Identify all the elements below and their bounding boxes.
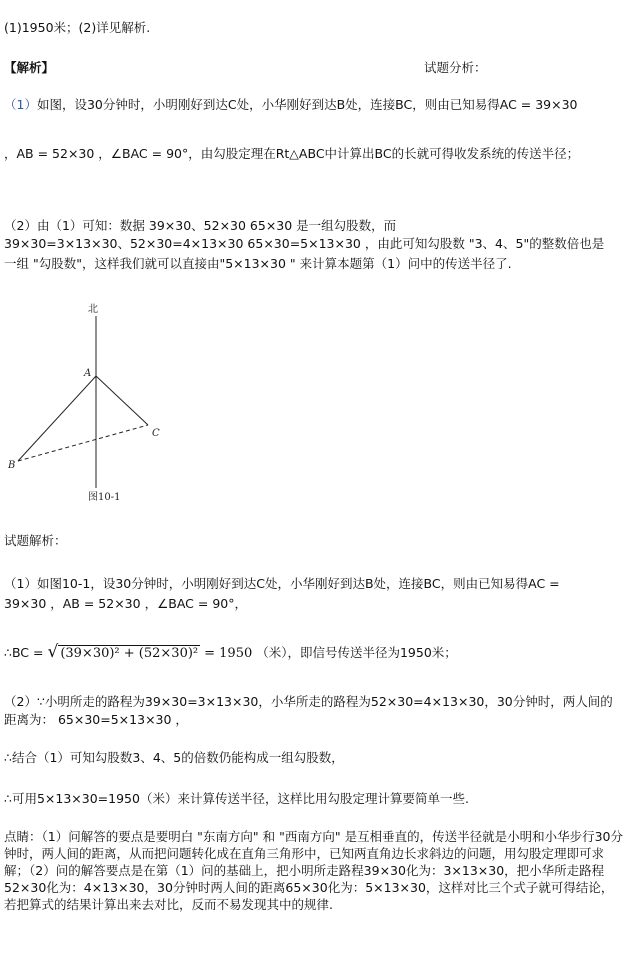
solution-s4: ∴可用5×13×30=1950（米）来计算传送半径，这样比用勾股定理计算要简单一些. xyxy=(4,791,469,806)
analysis-p1-text-a: 如图，设30分钟时，小明刚好到达C处，小华刚好到达B处，连接BC，则由已知易得AC = 39×30 xyxy=(36,97,578,112)
solution-s1-line2: 39×30 ，AB = 52×30 ，∠BAC = 90°， xyxy=(4,596,247,611)
analysis-p2-line3: 一组 "勾股数"，这样我们就可以直接由"5×13×30 " 来计算本题第（1）问中的传送半径了. xyxy=(4,256,512,271)
comment-paragraph: 点睛：（1）问解答的要点是要明白 "东南方向" 和 "西南方向" 是互相垂直的，传送半径就是小明和小华步行30分钟时，两人间的距离，从而把问题转化成在直角三角形中，已知两直角边长求斜边的问题，用勾股定理即可求解；（2）问的解答要点是在第（1）问的基础上，把小明所走路程39×30化为：3×13×30，把小华所走路程52×30化为：4×13×30，30分钟时两人间的距离65×30化为：5×13×30，这样对比三个式子就可得结论，若把算式的结果计算出来去对比，反而不易发现其中的规律. xyxy=(4,829,624,912)
analysis-p2-line1: （2）由（1）可知：数据 39×30、52×30 65×30 是一组勾股数，而 xyxy=(4,218,397,233)
solution-s1-line1: （1）如图10-1，设30分钟时，小明刚好到达C处，小华刚好到达B处，连接BC，则由已知易得AC = xyxy=(4,576,560,591)
analysis-heading: 【解析】 xyxy=(4,60,55,75)
analysis-right-label: 试题分析： xyxy=(424,60,487,75)
answer-line: (1)1950米；(2)详见解析. xyxy=(4,20,151,35)
sqrt-sign: √ xyxy=(47,642,59,662)
analysis-p1-line1 xyxy=(4,97,626,113)
solution-s2-line2: 距离为： 65×30=5×13×30 ， xyxy=(4,712,188,727)
point-b-label: B xyxy=(8,460,16,471)
point-a-label: A xyxy=(84,368,92,379)
solution-s3: ∴结合（1）可知勾股数3、4、5的倍数仍能构成一组勾股数， xyxy=(4,750,344,765)
sqrt-radicand: (39×30)² + (52×30)² xyxy=(60,646,199,661)
analysis-p2-line2: 39×30=3×13×30、52×30=4×13×30 65×30=5×13×30 ，由此可知勾股数 "3、4、5"的整数倍也是 xyxy=(4,236,605,251)
figure-caption: 图10-1 xyxy=(88,492,121,503)
solution-bc-formula xyxy=(4,644,626,666)
analysis-heading-row xyxy=(4,60,626,76)
north-label: 北 xyxy=(88,304,98,315)
point-c-label: C xyxy=(152,428,160,439)
formula-result: = 1950 xyxy=(204,646,253,661)
figure-10-1 xyxy=(0,296,200,506)
solution-s2-line1: （2）∵小明所走的路程为39×30=3×13×30，小华所走的路程为52×30=4×13×30，30分钟时，两人间的 xyxy=(4,694,613,709)
formula-suffix: （米），即信号传送半径为1950米； xyxy=(256,645,457,660)
segment-ac xyxy=(96,376,148,425)
formula-prefix: ∴BC = xyxy=(4,645,44,660)
analysis-p1-line2: ，AB = 52×30 ，∠BAC = 90°，由勾股定理在Rt△ABC中计算出BC的长就可得收发系统的传送半径； xyxy=(4,146,580,161)
segment-bc-dashed xyxy=(18,425,148,461)
segment-ab xyxy=(18,376,96,461)
analysis-p1-number: （1） xyxy=(4,97,37,112)
solution-heading: 试题解析： xyxy=(4,533,67,548)
